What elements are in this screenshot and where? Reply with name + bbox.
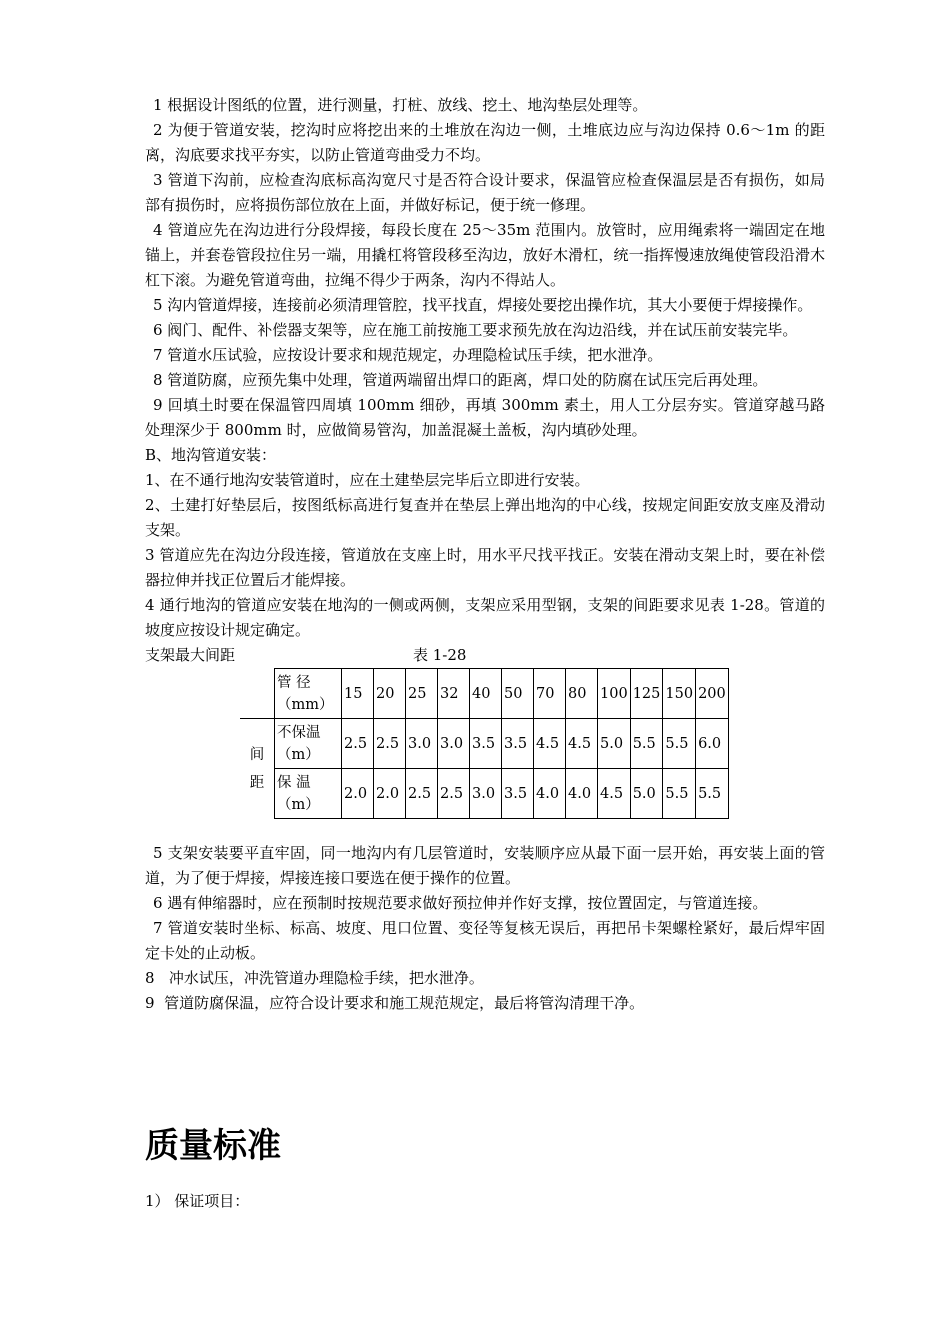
step-paragraph: 3 管道下沟前，应检查沟底标高沟宽尺寸是否符合设计要求，保温管应检查保温层是否有损伤，如局部有损伤时，应将损伤部位放在上面，并做好标记，便于统一修理。	[145, 171, 825, 214]
table-cell: 25	[406, 669, 438, 719]
table-caption-number: 表 1-28	[413, 646, 467, 664]
table-cell: 5.0	[598, 719, 631, 769]
section-title: 质量标准	[145, 1126, 281, 1166]
table-cell: 5.5	[696, 769, 729, 819]
table-cell: 3.0	[406, 719, 438, 769]
row-label-line: （m）	[277, 746, 320, 763]
support-spacing-table	[240, 668, 729, 819]
table-cell: 4.5	[566, 719, 598, 769]
table-cell: 5.5	[630, 719, 663, 769]
step-paragraph: 1 根据设计图纸的位置，进行测量，打桩、放线、挖土、地沟垫层处理等。	[153, 96, 648, 114]
table-cell: 2.0	[374, 769, 406, 819]
table-caption	[145, 643, 825, 668]
table-cell: 2.5	[342, 719, 374, 769]
section-b-steps	[145, 443, 825, 643]
table-row-uninsulated	[240, 719, 728, 769]
step-paragraph: 5 沟内管道焊接，连接前必须清理管腔，找平找直，焊接处要挖出操作坑，其大小要便于焊接操作。	[153, 296, 813, 314]
table-cell: 4.5	[598, 769, 631, 819]
table-cell: 40	[470, 669, 502, 719]
table-cell: 2.5	[438, 769, 470, 819]
table-cell: 2.0	[342, 769, 374, 819]
table-cell: 4.0	[534, 769, 566, 819]
document-body	[145, 93, 825, 1016]
step-paragraph: 8 冲水试压，冲洗管道办理隐检手续，把水泄净。	[145, 969, 484, 987]
table-cell: 2.5	[406, 769, 438, 819]
table-cell: 20	[374, 669, 406, 719]
table-cell: 100	[598, 669, 631, 719]
table-cell: 3.0	[438, 719, 470, 769]
side-label-cell	[240, 719, 275, 819]
table-cell: 80	[566, 669, 598, 719]
table-cell: 3.5	[502, 769, 534, 819]
step-paragraph: 5 支架安装要平直牢固，同一地沟内有几层管道时，安装顺序应从最下面一层开始，再安装上面的管道，为了便于焊接，焊接连接口要选在便于操作的位置。	[145, 844, 825, 887]
side-label-char: 间	[249, 746, 265, 763]
table-cell: 5.5	[663, 719, 696, 769]
table-header-row	[240, 669, 728, 719]
step-paragraph: 9 管道防腐保温，应符合设计要求和施工规范规定，最后将管沟清理干净。	[145, 994, 645, 1012]
table-cell: 70	[534, 669, 566, 719]
table-cell: 4.0	[566, 769, 598, 819]
table-cell: 200	[696, 669, 729, 719]
table-cell: 150	[663, 669, 696, 719]
table-cell: 6.0	[696, 719, 729, 769]
step-paragraph: 4 通行地沟的管道应安装在地沟的一侧或两侧，支架应采用型钢，支架的间距要求见表 1-28。管道的坡度应按设计规定确定。	[145, 596, 825, 639]
step-paragraph: 4 管道应先在沟边进行分段焊接，每段长度在 25～35m 范围内。放管时，应用绳索将一端固定在地锚上，并套卷管段拉住另一端，用撬杠将管段移至沟边，放好木滑杠，统一指挥慢速放绳使管段沿滑木杠下滚。为避免管道弯曲，拉绳不得少于两条，沟内不得站人。	[145, 221, 825, 289]
section-a-steps	[145, 93, 825, 443]
section-c-steps	[145, 841, 825, 1016]
row-label-line: 不保温	[277, 724, 321, 741]
step-paragraph: 2 为便于管道安装，挖沟时应将挖出来的土堆放在沟边一侧，土堆底边应与沟边保持 0.6～1m 的距离，沟底要求找平夯实，以防止管道弯曲受力不均。	[145, 121, 825, 164]
table-cell: 4.5	[534, 719, 566, 769]
table-cell: 5.5	[663, 769, 696, 819]
table-cell: 3.5	[470, 719, 502, 769]
step-paragraph: 3 管道应先在沟边分段连接，管道放在支座上时，用水平尺找平找正。安装在滑动支架上时，要在补偿器拉伸并找正位置后才能焊接。	[145, 546, 825, 589]
table-row-insulated	[240, 769, 728, 819]
row-label-cell	[275, 769, 342, 819]
section-b-heading: B、地沟管道安装：	[145, 446, 277, 464]
side-label-char: 距	[249, 774, 265, 791]
header-label-line: 管 径	[277, 674, 311, 691]
step-paragraph: 6 遇有伸缩器时，应在预制时按规范要求做好预拉伸并作好支撑，按位置固定，与管道连接。	[153, 894, 768, 912]
table-cell: 2.5	[374, 719, 406, 769]
header-label-cell	[275, 669, 342, 719]
row-label-line: （m）	[277, 796, 320, 813]
header-label-line: （mm）	[277, 696, 334, 713]
table-cell: 125	[630, 669, 663, 719]
step-paragraph: 7 管道水压试验，应按设计要求和规范规定，办理隐检试压手续，把水泄净。	[153, 346, 663, 364]
table-cell: 3.0	[470, 769, 502, 819]
table-cell: 15	[342, 669, 374, 719]
table-cell: 32	[438, 669, 470, 719]
guarantee-items-label: 1） 保证项目：	[145, 1192, 250, 1210]
table-cell: 5.0	[630, 769, 663, 819]
row-label-cell	[275, 719, 342, 769]
step-paragraph: 7 管道安装时坐标、标高、坡度、甩口位置、变径等复核无误后，再把吊卡架螺栓紧好，最后焊牢固定卡处的止动板。	[145, 919, 825, 962]
step-paragraph: 1、在不通行地沟安装管道时，应在土建垫层完毕后立即进行安装。	[145, 471, 590, 489]
step-paragraph: 6 阀门、配件、补偿器支架等，应在施工前按施工要求预先放在沟边沿线，并在试压前安装完毕。	[153, 321, 798, 339]
table-caption-left: 支架最大间距	[145, 646, 236, 664]
step-paragraph: 8 管道防腐，应预先集中处理，管道两端留出焊口的距离，焊口处的防腐在试压完后再处理。	[153, 371, 768, 389]
row-label-line: 保 温	[277, 774, 311, 791]
table-cell: 3.5	[502, 719, 534, 769]
table-cell: 50	[502, 669, 534, 719]
step-paragraph: 2、土建打好垫层后，按图纸标高进行复查并在垫层上弹出地沟的中心线，按规定间距安放支座及滑动支架。	[145, 496, 825, 539]
step-paragraph: 9 回填土时要在保温管四周填 100mm 细砂，再填 300mm 素土，用人工分层夯实。管道穿越马路处理深少于 800mm 时，应做简易管沟，加盖混凝土盖板，沟内填砂处理。	[145, 396, 825, 439]
